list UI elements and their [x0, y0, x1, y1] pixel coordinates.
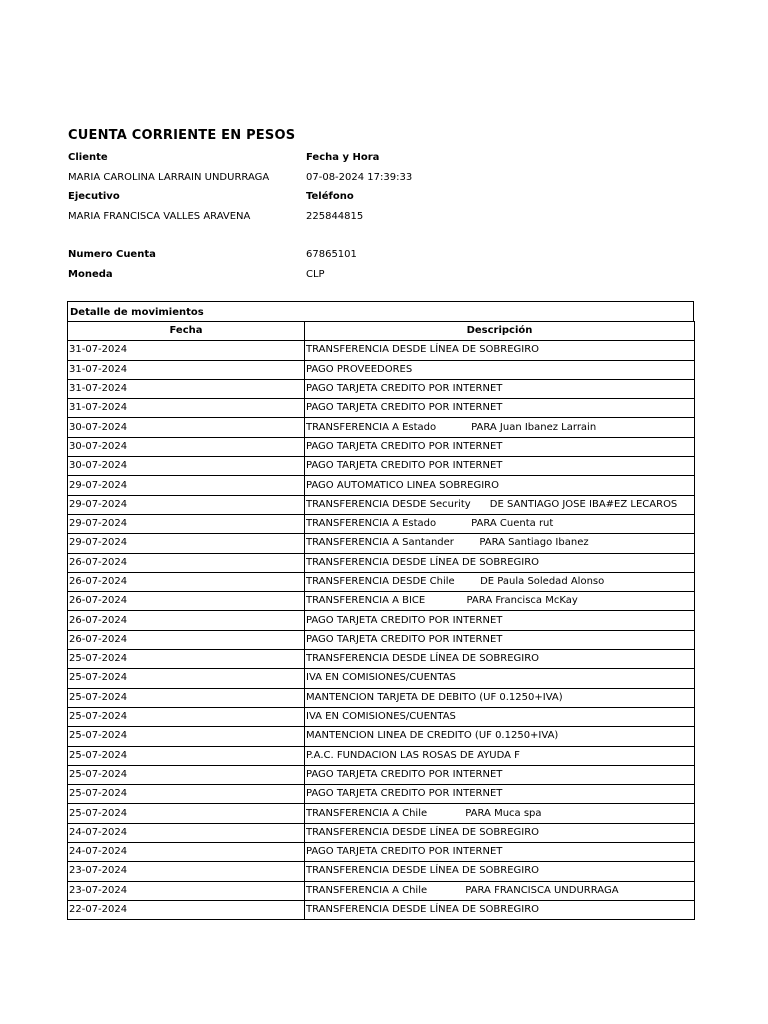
row-fecha: 22-07-2024 — [68, 900, 305, 919]
table-row — [68, 592, 695, 611]
table-row — [68, 418, 695, 437]
row-fecha: 25-07-2024 — [68, 707, 305, 726]
row-fecha: 31-07-2024 — [68, 379, 305, 398]
row-descripcion: PAGO PROVEEDORES — [305, 360, 695, 379]
row-fecha: 25-07-2024 — [68, 746, 305, 765]
column-header-descripcion: Descripción — [305, 322, 695, 341]
ejecutivo-label: Ejecutivo — [68, 191, 120, 202]
column-header-fecha: Fecha — [68, 322, 305, 341]
row-descripcion: TRANSFERENCIA DESDE LÍNEA DE SOBREGIRO — [305, 553, 695, 572]
row-descripcion: TRANSFERENCIA DESDE LÍNEA DE SOBREGIRO — [305, 862, 695, 881]
table-row — [68, 727, 695, 746]
row-descripcion: TRANSFERENCIA A Chile PARA Muca spa — [305, 804, 695, 823]
table-row — [68, 881, 695, 900]
table-row — [68, 437, 695, 456]
movimientos-section — [67, 301, 694, 920]
row-fecha: 26-07-2024 — [68, 553, 305, 572]
row-descripcion: TRANSFERENCIA DESDE Chile DE Paula Soledad Alonso — [305, 572, 695, 591]
table-row — [68, 746, 695, 765]
table-row — [68, 900, 695, 919]
row-fecha: 30-07-2024 — [68, 437, 305, 456]
table-row — [68, 572, 695, 591]
ejecutivo-value: MARIA FRANCISCA VALLES ARAVENA — [68, 211, 251, 222]
row-descripcion: TRANSFERENCIA A Estado PARA Cuenta rut — [305, 514, 695, 533]
row-descripcion: PAGO AUTOMATICO LINEA SOBREGIRO — [305, 476, 695, 495]
movimientos-table-body — [68, 341, 695, 920]
table-row — [68, 476, 695, 495]
row-fecha: 31-07-2024 — [68, 360, 305, 379]
row-fecha: 26-07-2024 — [68, 572, 305, 591]
row-descripcion: PAGO TARJETA CREDITO POR INTERNET — [305, 765, 695, 784]
row-fecha: 31-07-2024 — [68, 341, 305, 360]
row-descripcion: PAGO TARJETA CREDITO POR INTERNET — [305, 379, 695, 398]
table-row — [68, 341, 695, 360]
row-descripcion: TRANSFERENCIA DESDE LÍNEA DE SOBREGIRO — [305, 900, 695, 919]
row-descripcion: TRANSFERENCIA A BICE PARA Francisca McKay — [305, 592, 695, 611]
table-row — [68, 379, 695, 398]
table-row — [68, 843, 695, 862]
row-fecha: 26-07-2024 — [68, 630, 305, 649]
row-descripcion: PAGO TARJETA CREDITO POR INTERNET — [305, 630, 695, 649]
table-row — [68, 650, 695, 669]
row-fecha: 23-07-2024 — [68, 881, 305, 900]
movimientos-table — [67, 321, 695, 920]
movimientos-section-title: Detalle de movimientos — [67, 302, 694, 321]
row-fecha: 25-07-2024 — [68, 785, 305, 804]
row-fecha: 26-07-2024 — [68, 611, 305, 630]
row-descripcion: MANTENCION LINEA DE CREDITO (UF 0.1250+IVA) — [305, 727, 695, 746]
row-fecha: 29-07-2024 — [68, 514, 305, 533]
row-descripcion: TRANSFERENCIA DESDE LÍNEA DE SOBREGIRO — [305, 650, 695, 669]
row-fecha: 24-07-2024 — [68, 823, 305, 842]
telefono-label: Teléfono — [306, 191, 354, 202]
row-fecha: 25-07-2024 — [68, 804, 305, 823]
table-row — [68, 553, 695, 572]
row-descripcion: MANTENCION TARJETA DE DEBITO (UF 0.1250+IVA) — [305, 688, 695, 707]
row-descripcion: PAGO TARJETA CREDITO POR INTERNET — [305, 785, 695, 804]
table-row — [68, 804, 695, 823]
row-descripcion: IVA EN COMISIONES/CUENTAS — [305, 669, 695, 688]
cliente-value: MARIA CAROLINA LARRAIN UNDURRAGA — [68, 172, 270, 183]
moneda-label: Moneda — [68, 269, 113, 280]
row-descripcion: IVA EN COMISIONES/CUENTAS — [305, 707, 695, 726]
row-descripcion: TRANSFERENCIA DESDE LÍNEA DE SOBREGIRO — [305, 823, 695, 842]
row-descripcion: TRANSFERENCIA A Santander PARA Santiago Ibanez — [305, 534, 695, 553]
row-descripcion: PAGO TARJETA CREDITO POR INTERNET — [305, 437, 695, 456]
row-fecha: 25-07-2024 — [68, 669, 305, 688]
numero-cuenta-label: Numero Cuenta — [68, 249, 156, 260]
row-descripcion: TRANSFERENCIA A Chile PARA FRANCISCA UNDURRAGA — [305, 881, 695, 900]
row-fecha: 26-07-2024 — [68, 592, 305, 611]
table-row — [68, 611, 695, 630]
table-row — [68, 785, 695, 804]
table-header-row — [68, 322, 695, 341]
table-row — [68, 707, 695, 726]
fecha-hora-label: Fecha y Hora — [306, 152, 380, 163]
table-row — [68, 495, 695, 514]
table-row — [68, 823, 695, 842]
row-descripcion: TRANSFERENCIA DESDE Security DE SANTIAGO JOSE IBA#EZ LECAROS — [305, 495, 695, 514]
table-row — [68, 534, 695, 553]
row-fecha: 25-07-2024 — [68, 688, 305, 707]
table-row — [68, 669, 695, 688]
table-row — [68, 514, 695, 533]
telefono-value: 225844815 — [306, 211, 364, 222]
row-fecha: 30-07-2024 — [68, 418, 305, 437]
table-row — [68, 688, 695, 707]
table-row — [68, 862, 695, 881]
row-descripcion: P.A.C. FUNDACION LAS ROSAS DE AYUDA F — [305, 746, 695, 765]
numero-cuenta-value: 67865101 — [306, 249, 357, 260]
row-fecha: 25-07-2024 — [68, 650, 305, 669]
row-descripcion: TRANSFERENCIA A Estado PARA Juan Ibanez Larrain — [305, 418, 695, 437]
table-row — [68, 765, 695, 784]
row-descripcion: PAGO TARJETA CREDITO POR INTERNET — [305, 457, 695, 476]
table-row — [68, 360, 695, 379]
row-fecha: 29-07-2024 — [68, 495, 305, 514]
row-fecha: 29-07-2024 — [68, 476, 305, 495]
row-descripcion: TRANSFERENCIA DESDE LÍNEA DE SOBREGIRO — [305, 341, 695, 360]
page-title: CUENTA CORRIENTE EN PESOS — [68, 128, 296, 143]
cliente-label: Cliente — [68, 152, 108, 163]
row-fecha: 25-07-2024 — [68, 765, 305, 784]
fecha-hora-value: 07-08-2024 17:39:33 — [306, 172, 413, 183]
moneda-value: CLP — [306, 269, 325, 280]
row-fecha: 23-07-2024 — [68, 862, 305, 881]
table-row — [68, 399, 695, 418]
row-descripcion: PAGO TARJETA CREDITO POR INTERNET — [305, 611, 695, 630]
table-row — [68, 457, 695, 476]
row-fecha: 30-07-2024 — [68, 457, 305, 476]
row-descripcion: PAGO TARJETA CREDITO POR INTERNET — [305, 399, 695, 418]
row-descripcion: PAGO TARJETA CREDITO POR INTERNET — [305, 843, 695, 862]
row-fecha: 29-07-2024 — [68, 534, 305, 553]
row-fecha: 25-07-2024 — [68, 727, 305, 746]
table-row — [68, 630, 695, 649]
row-fecha: 24-07-2024 — [68, 843, 305, 862]
row-fecha: 31-07-2024 — [68, 399, 305, 418]
